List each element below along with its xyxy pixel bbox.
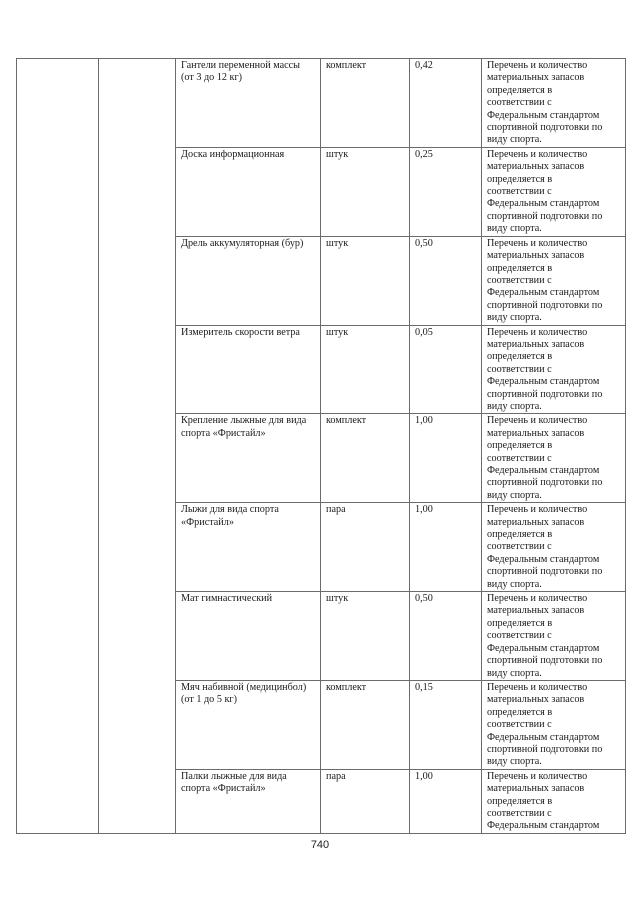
note-cell: Перечень и количество материальных запасов определяется в соответствии с Федеральным стандартом — [482, 769, 626, 833]
item-name-cell: Крепление лыжные для вида спорта «Фристайл» — [176, 414, 321, 503]
quantity-cell: 0,50 — [410, 592, 482, 681]
item-name-cell: Доска информационная — [176, 147, 321, 236]
page-number: 740 — [310, 839, 330, 851]
empty-cell-col1 — [17, 59, 99, 834]
item-name-cell: Мат гимнастический — [176, 592, 321, 681]
quantity-cell: 1,00 — [410, 503, 482, 592]
item-name-cell: Гантели переменной массы (от 3 до 12 кг) — [176, 59, 321, 148]
note-cell: Перечень и количество материальных запасов определяется в соответствии с Федеральным стандартом спортивной подготовки по виду спорта. — [482, 503, 626, 592]
note-cell: Перечень и количество материальных запасов определяется в соответствии с Федеральным стандартом спортивной подготовки по виду спорта. — [482, 325, 626, 414]
note-cell: Перечень и количество материальных запасов определяется в соответствии с Федеральным стандартом спортивной подготовки по виду спорта. — [482, 592, 626, 681]
unit-cell: штук — [321, 147, 410, 236]
quantity-cell: 0,05 — [410, 325, 482, 414]
quantity-cell: 0,50 — [410, 236, 482, 325]
unit-cell: комплект — [321, 59, 410, 148]
quantity-cell: 0,15 — [410, 680, 482, 769]
unit-cell: пара — [321, 503, 410, 592]
note-cell: Перечень и количество материальных запасов определяется в соответствии с Федеральным стандартом спортивной подготовки по виду спорта. — [482, 147, 626, 236]
item-name-cell: Дрель аккумуляторная (бур) — [176, 236, 321, 325]
item-name-cell: Измеритель скорости ветра — [176, 325, 321, 414]
quantity-cell: 0,42 — [410, 59, 482, 148]
quantity-cell: 1,00 — [410, 769, 482, 833]
quantity-cell: 1,00 — [410, 414, 482, 503]
unit-cell: пара — [321, 769, 410, 833]
note-cell: Перечень и количество материальных запасов определяется в соответствии с Федеральным стандартом спортивной подготовки по виду спорта. — [482, 414, 626, 503]
empty-cell-col2 — [99, 59, 176, 834]
note-cell: Перечень и количество материальных запасов определяется в соответствии с Федеральным стандартом спортивной подготовки по виду спорта. — [482, 59, 626, 148]
note-cell: Перечень и количество материальных запасов определяется в соответствии с Федеральным стандартом спортивной подготовки по виду спорта. — [482, 680, 626, 769]
unit-cell: штук — [321, 592, 410, 681]
table-body — [17, 59, 626, 834]
unit-cell: штук — [321, 236, 410, 325]
unit-cell: комплект — [321, 680, 410, 769]
item-name-cell: Палки лыжные для вида спорта «Фристайл» — [176, 769, 321, 833]
item-name-cell: Мяч набивной (медицинбол) (от 1 до 5 кг) — [176, 680, 321, 769]
unit-cell: штук — [321, 325, 410, 414]
quantity-cell: 0,25 — [410, 147, 482, 236]
table-row — [17, 59, 626, 148]
item-name-cell: Лыжи для вида спорта «Фристайл» — [176, 503, 321, 592]
materials-table — [16, 58, 626, 834]
unit-cell: комплект — [321, 414, 410, 503]
note-cell: Перечень и количество материальных запасов определяется в соответствии с Федеральным стандартом спортивной подготовки по виду спорта. — [482, 236, 626, 325]
